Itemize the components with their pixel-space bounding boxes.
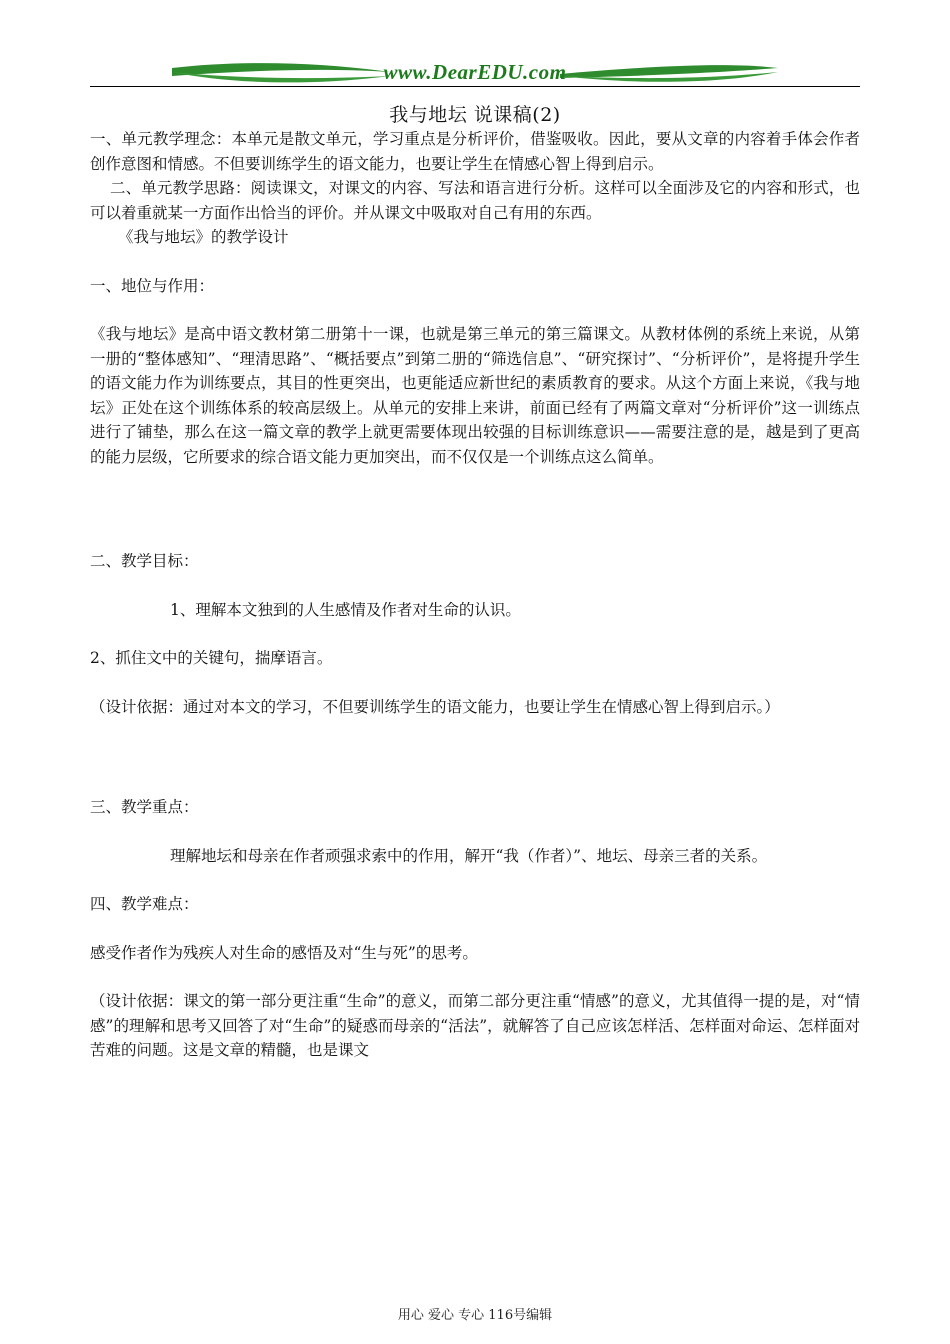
section-heading: 四、教学难点：: [90, 895, 199, 913]
paragraph: 感受作者作为残疾人对生命的感悟及对“生与死”的思考。: [90, 943, 478, 962]
page-footer: 用心 爱心 专心 116号编辑: [397, 1308, 553, 1323]
section-heading: 一、地位与作用：: [90, 276, 215, 295]
paragraph: 一、单元教学理念：本单元是散文单元，学习重点是分析评价，借鉴吸收。因此，要从文章的内容着手体会作者创作意图和情感。不但要训练学生的语文能力，也要让学生在情感心智上得到启示。: [90, 130, 860, 173]
document-body: [90, 127, 860, 1063]
paragraph: 《我与地坛》是高中语文教材第二册第十一课，也就是第三单元的第三篇课文。从教材体例的系统上来说，从第一册的“整体感知”、“理清思路”、“概括要点”到第二册的“筛选信息”、“研究探讨”、“分析评价”，是将提升学生的语文能力作为训练要点，其目的性更突出，也更能适应新世纪的素质教育的要求。从这个方面上来说，《我与地坛》正处在这个训练体系的较高层级上。从单元的安排上来讲，前面已经有了两篇文章对“分析评价”这一训练点进行了铺垫，那么在这一篇文章的教学上就更需要体现出较强的目标训练意识——需要注意的是，越是到了更高的能力层级，它所要求的综合语文能力更加突出，而不仅仅是一个训练点这么简单。: [90, 325, 860, 466]
site-name: www.DearEDU.com: [383, 60, 567, 84]
section-heading: 三、教学重点：: [90, 798, 199, 816]
paragraph: 二、单元教学思路：阅读课文，对课文的内容、写法和语言进行分析。这样可以全面涉及它的内容和形式，也可以着重就某一方面作出恰当的评价。并从课文中吸取对自己有用的东西。: [90, 179, 860, 222]
list-item: 2、抓住文中的关键句，揣摩语言。: [90, 649, 333, 667]
paragraph: （设计依据：通过对本文的学习，不但要训练学生的语文能力，也要让学生在情感心智上得到启示。）: [90, 697, 780, 716]
section-heading: 二、教学目标：: [90, 552, 199, 570]
list-item: 1、理解本文独到的人生感情及作者对生命的认识。: [170, 600, 521, 619]
section-heading: 《我与地坛》的教学设计: [118, 228, 289, 246]
header-rule: [90, 86, 860, 87]
paragraph: 理解地坛和母亲在作者顽强求索中的作用，解开“我（作者）”、地坛、母亲三者的关系。: [170, 846, 768, 865]
page-title: 我与地坛 说课稿(2): [389, 104, 561, 126]
paragraph: （设计依据：课文的第一部分更注重“生命”的意义，而第二部分更注重“情感”的意义，尤其值得一提的是，对“情感”的理解和思考又回答了对“生命”的疑惑而母亲的“活法”，就解答了自己应该怎样活、怎样面对命运、怎样面对苦难的问题。这是文章的精髓，也是课文: [90, 992, 860, 1059]
